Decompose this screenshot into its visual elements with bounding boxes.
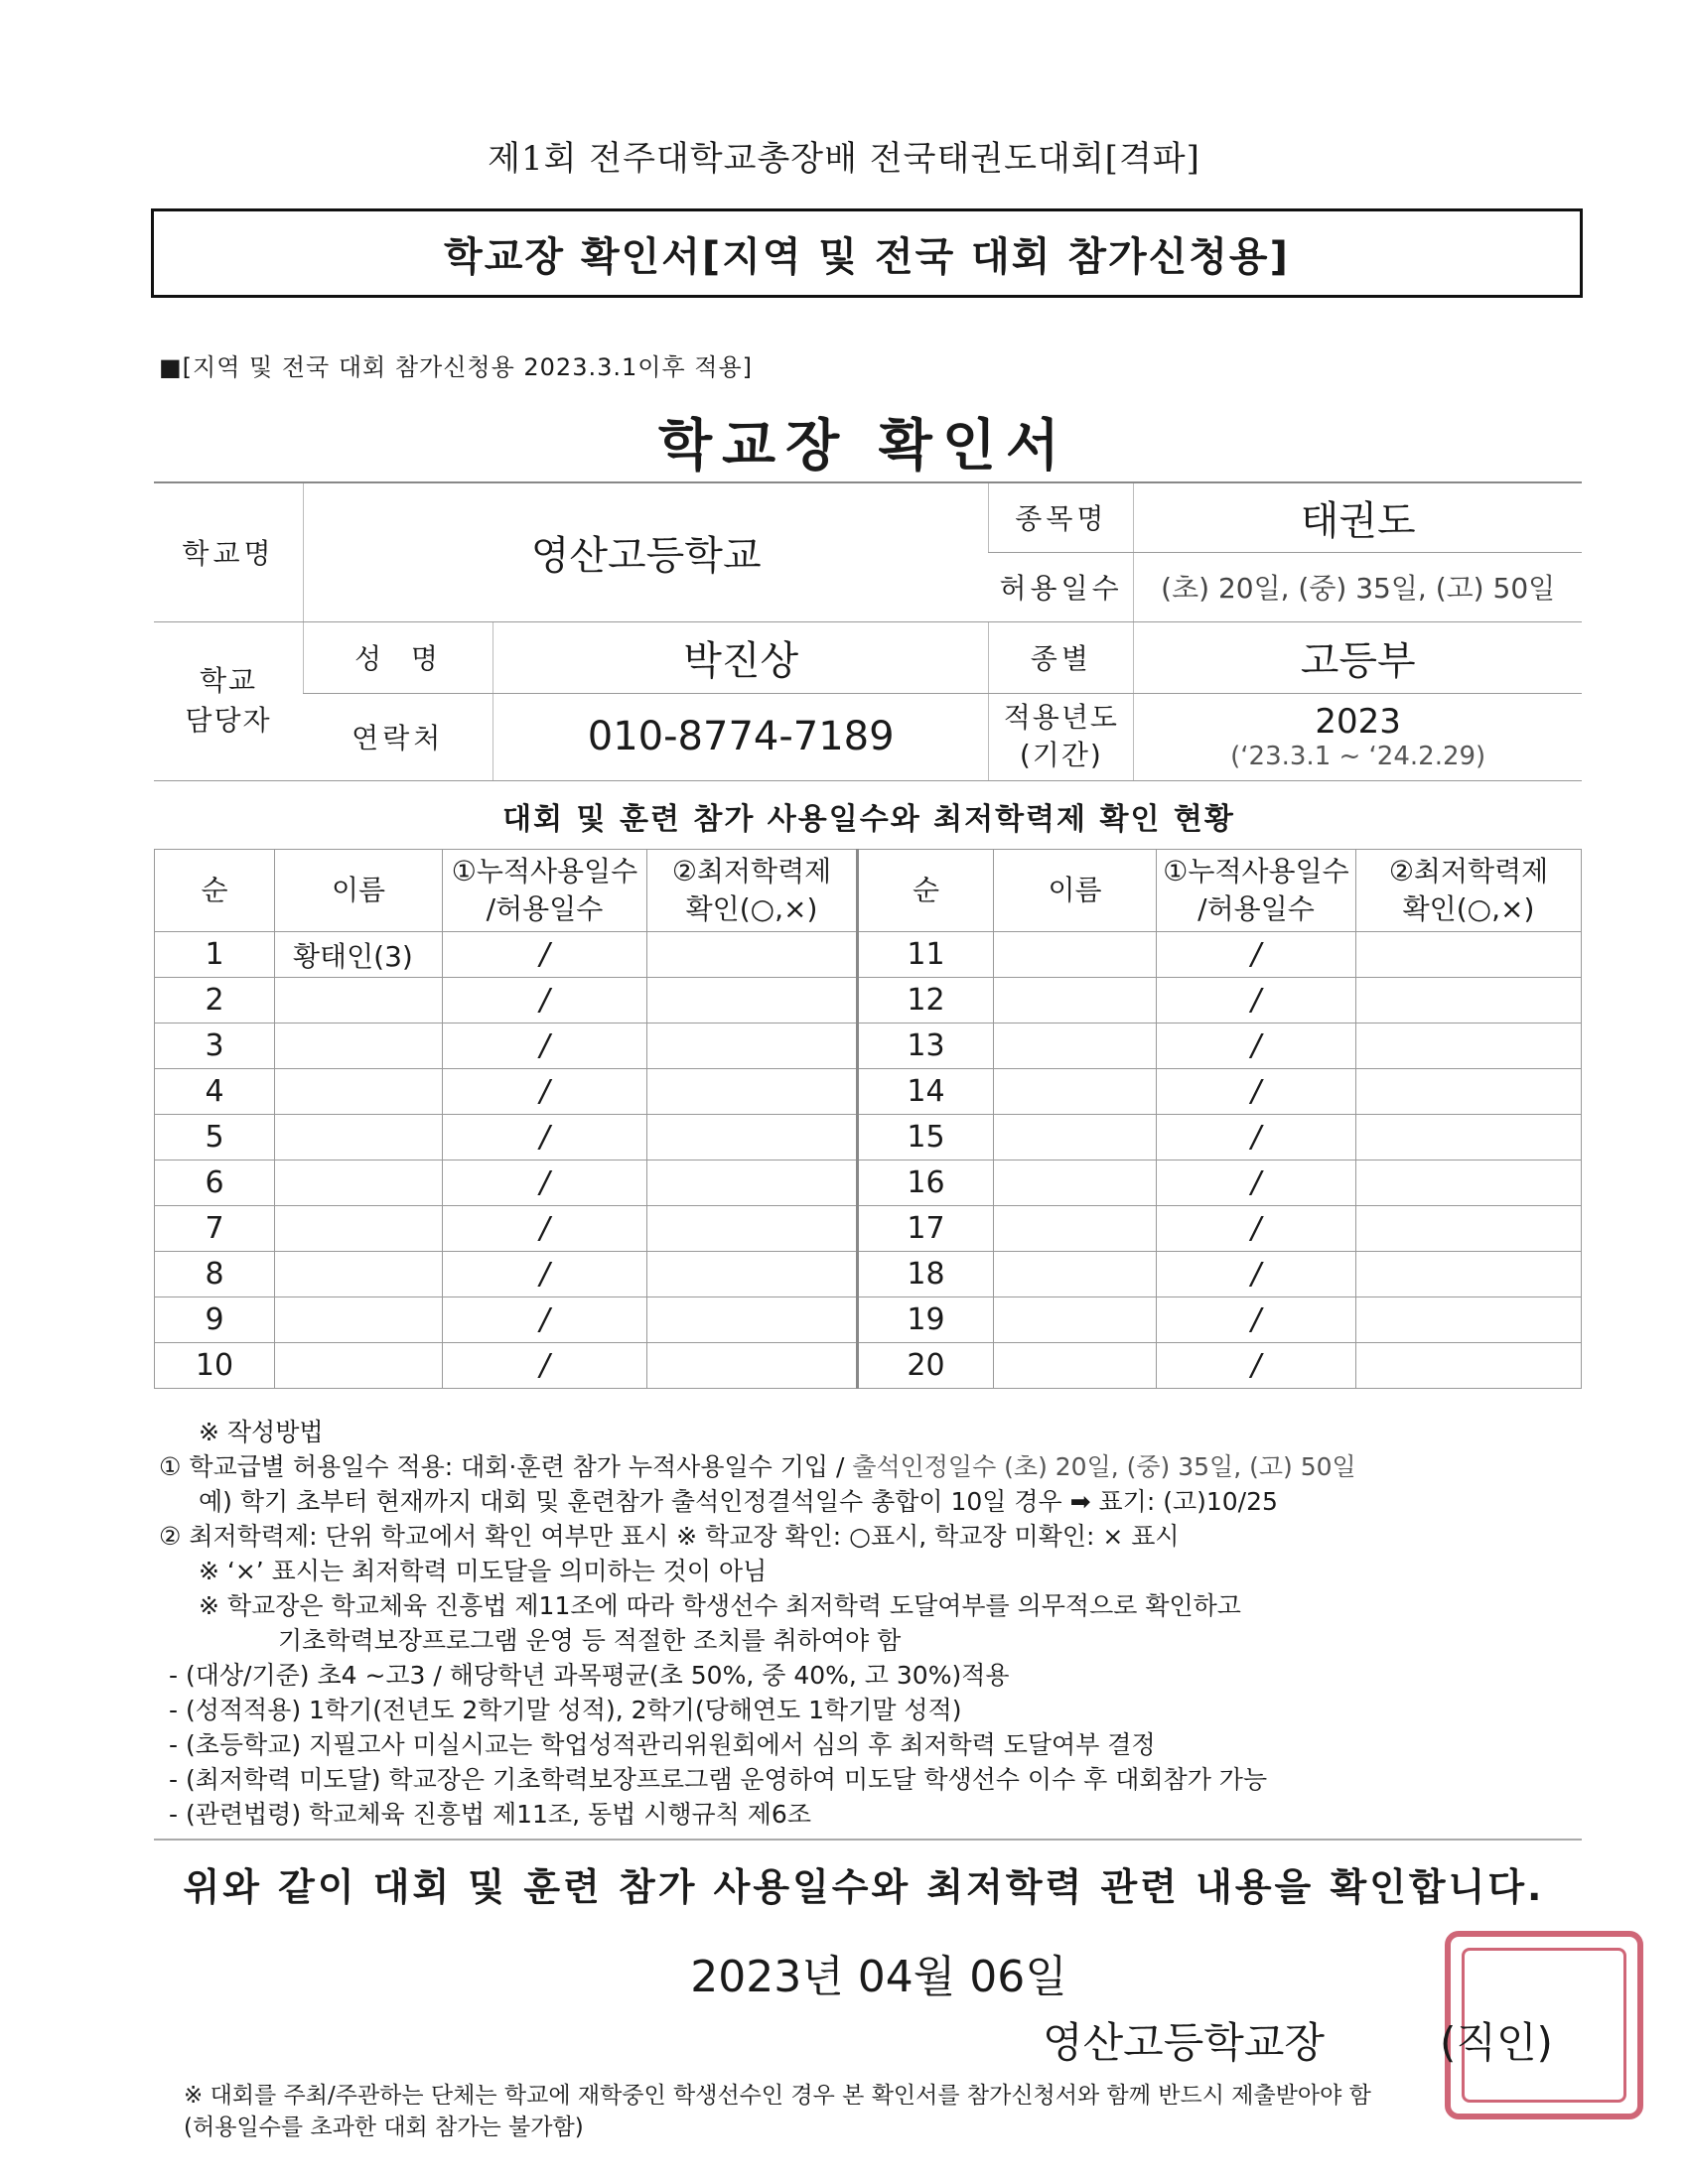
header-name: 이름 — [275, 850, 443, 932]
roster-check — [1356, 1206, 1582, 1252]
roster-no: 10 — [155, 1343, 275, 1389]
school-name: 영산고등학교 — [304, 482, 989, 621]
roster-no: 7 — [155, 1206, 275, 1252]
allowed-days-label: 허용일수 — [989, 552, 1134, 621]
roster-days: / — [1157, 1252, 1356, 1297]
roster-name — [275, 1206, 443, 1252]
roster-no: 2 — [155, 978, 275, 1024]
roster-name — [994, 1343, 1157, 1389]
roster-check — [647, 1160, 858, 1206]
roster-days: / — [1157, 1069, 1356, 1115]
roster-no: 15 — [858, 1115, 994, 1160]
roster-name — [275, 1024, 443, 1069]
roster-name: 황태인(3) — [275, 932, 443, 978]
header-days: ①누적사용일수 /허용일수 — [443, 850, 647, 932]
note-line — [159, 1449, 1589, 1484]
roster-check — [647, 1024, 858, 1069]
principal-title: 영산고등학교장 — [1043, 2018, 1326, 2067]
roster-name — [994, 1024, 1157, 1069]
contact-label: 학교 담당자 — [154, 621, 304, 780]
roster-name — [994, 1297, 1157, 1343]
roster-days: / — [1157, 1115, 1356, 1160]
document-date: 2023년 04월 06일 — [690, 1952, 1067, 2002]
roster-days: / — [1157, 1343, 1356, 1389]
roster-check — [647, 1206, 858, 1252]
contact-phone: 010-8774-7189 — [493, 693, 989, 780]
note-line: 예) 학기 초부터 현재까지 대회 및 훈련참가 출석인정결석일수 총합이 10일 경우 ➡ 표기: (고)10/25 — [199, 1487, 1278, 1516]
applicability-note: ■[지역 및 전국 대회 참가신청용 2023.3.1이후 적용] — [159, 353, 753, 381]
header-no: 순 — [155, 850, 275, 932]
page-title: 학교장 확인서 — [657, 414, 1070, 478]
name-label: 성 명 — [304, 621, 493, 693]
roster-no: 18 — [858, 1252, 994, 1297]
header-name-2: 이름 — [994, 850, 1157, 932]
roster-no: 17 — [858, 1206, 994, 1252]
notes-heading: ※ 작성방법 — [199, 1418, 324, 1446]
roster-days: / — [443, 1206, 647, 1252]
roster-check — [647, 1252, 858, 1297]
roster-name — [994, 1206, 1157, 1252]
note-line: - (대상/기준) 초4 ~고3 / 해당학년 과목평균(초 50%, 중 40%, 고 30%)적용 — [169, 1661, 1010, 1690]
roster-no: 11 — [858, 932, 994, 978]
year-period: (‘23.3.1 ~ ‘24.2.29) — [1230, 742, 1486, 771]
roster-days: / — [443, 1069, 647, 1115]
year-label: 적용년도 (기간) — [989, 693, 1134, 780]
table-row — [155, 1252, 1582, 1297]
roster-no: 8 — [155, 1252, 275, 1297]
table-row — [155, 978, 1582, 1024]
roster-no: 9 — [155, 1297, 275, 1343]
roster-days: / — [443, 932, 647, 978]
note-line: ② 최저학력제: 단위 학교에서 확인 여부만 표시 ※ 학교장 확인: ○표시, 학교장 미확인: × 표시 — [159, 1522, 1180, 1551]
header-check: ②최저학력제 확인(○,×) — [647, 850, 858, 932]
event-title: 제1회 전주대학교총장배 전국태권도대회[격파] — [488, 139, 1200, 179]
roster-table — [154, 849, 1582, 1389]
note-text: ① 학교급별 허용일수 적용: 대회·훈련 참가 누적사용일수 기입 / — [159, 1452, 853, 1481]
roster-check — [1356, 1252, 1582, 1297]
roster-days: / — [1157, 1206, 1356, 1252]
table-row — [155, 1206, 1582, 1252]
roster-days: / — [443, 1115, 647, 1160]
header-no-2: 순 — [858, 850, 994, 932]
table-row — [155, 1115, 1582, 1160]
table-row — [155, 1160, 1582, 1206]
roster-check — [1356, 932, 1582, 978]
roster-days: / — [443, 1024, 647, 1069]
roster-name — [275, 1160, 443, 1206]
note-line: - (성적적용) 1학기(전년도 2학기말 성적), 2학기(당해연도 1학기말 성적) — [169, 1696, 962, 1724]
roster-days: / — [1157, 1297, 1356, 1343]
roster-days: / — [443, 1343, 647, 1389]
note-line: - (관련법령) 학교체육 진흥법 제11조, 동법 시행규칙 제6조 — [169, 1800, 811, 1829]
allowed-days-value: (초) 20일, (중) 35일, (고) 50일 — [1134, 552, 1582, 621]
roster-check — [647, 1069, 858, 1115]
footer-note — [184, 2080, 1574, 2143]
roster-days: / — [443, 1297, 647, 1343]
school-label: 학교명 — [154, 482, 304, 621]
note-text-gray: 출석인정일수 (초) 20일, (중) 35일, (고) 50일 — [852, 1452, 1356, 1481]
header-check-2: ②최저학력제 확인(○,×) — [1356, 850, 1582, 932]
roster-no: 1 — [155, 932, 275, 978]
roster-no: 13 — [858, 1024, 994, 1069]
roster-no: 4 — [155, 1069, 275, 1115]
sport-value: 태권도 — [1134, 482, 1582, 552]
roster-name — [275, 1069, 443, 1115]
roster-days: / — [1157, 1024, 1356, 1069]
roster-no: 19 — [858, 1297, 994, 1343]
form-title: 학교장 확인서[지역 및 전국 대회 참가신청용] — [444, 233, 1290, 280]
roster-check — [1356, 1297, 1582, 1343]
roster-check — [647, 1343, 858, 1389]
roster-days: / — [443, 1160, 647, 1206]
instructions — [159, 1415, 1589, 1832]
table-row — [155, 1297, 1582, 1343]
roster-check — [647, 932, 858, 978]
phone-label: 연락처 — [304, 693, 493, 780]
roster-check — [647, 1297, 858, 1343]
roster-no: 3 — [155, 1024, 275, 1069]
roster-name — [994, 1252, 1157, 1297]
roster-name — [275, 1115, 443, 1160]
divider — [154, 1839, 1582, 1841]
roster-name — [275, 1252, 443, 1297]
roster-days: / — [1157, 932, 1356, 978]
roster-days: / — [1157, 1160, 1356, 1206]
roster-name — [275, 1343, 443, 1389]
roster-check — [1356, 1160, 1582, 1206]
form-title-box — [151, 208, 1583, 298]
section-title: 대회 및 훈련 참가 사용일수와 최저학력제 확인 현황 — [502, 802, 1235, 837]
note-line: - (초등학교) 지필고사 미실시교는 학업성적관리위원회에서 심의 후 최저학력 도달여부 결정 — [169, 1730, 1156, 1759]
year-cell — [1134, 693, 1582, 780]
roster-check — [1356, 978, 1582, 1024]
table-row — [155, 1024, 1582, 1069]
roster-name — [275, 978, 443, 1024]
table-row — [155, 1069, 1582, 1115]
confirmation-statement: 위와 같이 대회 및 훈련 참가 사용일수와 최저학력 관련 내용을 확인합니다. — [183, 1865, 1545, 1909]
roster-name — [994, 1069, 1157, 1115]
seal-label: (직인) — [1440, 2018, 1553, 2067]
roster-name — [994, 932, 1157, 978]
division-value: 고등부 — [1134, 621, 1582, 693]
footer-line: ※ 대회를 주최/주관하는 단체는 학교에 재학중인 학생선수인 경우 본 확인서를 참가신청서와 함께 반드시 제출받아야 함 — [184, 2083, 1371, 2109]
roster-name — [994, 978, 1157, 1024]
roster-no: 14 — [858, 1069, 994, 1115]
roster-no: 12 — [858, 978, 994, 1024]
division-label: 종별 — [989, 621, 1134, 693]
roster-check — [647, 978, 858, 1024]
table-row — [155, 1343, 1582, 1389]
roster-name — [994, 1115, 1157, 1160]
footer-line: (허용일수를 초과한 대회 참가는 불가함) — [184, 2115, 584, 2140]
sport-label: 종목명 — [989, 482, 1134, 552]
header-days-2: ①누적사용일수 /허용일수 — [1157, 850, 1356, 932]
note-line: ※ ‘×’ 표시는 최저학력 미도달을 의미하는 것이 아님 — [199, 1557, 768, 1585]
note-line: - (최저학력 미도달) 학교장은 기초학력보장프로그램 운영하여 미도달 학생선수 이수 후 대회참가 가능 — [169, 1765, 1268, 1794]
roster-name — [994, 1160, 1157, 1206]
roster-body — [155, 932, 1582, 1389]
roster-no: 16 — [858, 1160, 994, 1206]
year-value: 2023 — [1315, 702, 1401, 742]
roster-check — [1356, 1343, 1582, 1389]
roster-days: / — [443, 978, 647, 1024]
roster-days: / — [1157, 978, 1356, 1024]
school-info-table — [154, 481, 1582, 781]
note-line: 기초학력보장프로그램 운영 등 적절한 조치를 취하여야 함 — [278, 1626, 902, 1655]
roster-no: 5 — [155, 1115, 275, 1160]
contact-name: 박진상 — [493, 621, 989, 693]
roster-no: 20 — [858, 1343, 994, 1389]
roster-check — [1356, 1115, 1582, 1160]
roster-no: 6 — [155, 1160, 275, 1206]
table-row — [155, 932, 1582, 978]
note-line: ※ 학교장은 학교체육 진흥법 제11조에 따라 학생선수 최저학력 도달여부를 의무적으로 확인하고 — [199, 1591, 1241, 1620]
roster-check — [1356, 1069, 1582, 1115]
roster-check — [647, 1115, 858, 1160]
roster-check — [1356, 1024, 1582, 1069]
roster-days: / — [443, 1252, 647, 1297]
roster-name — [275, 1297, 443, 1343]
